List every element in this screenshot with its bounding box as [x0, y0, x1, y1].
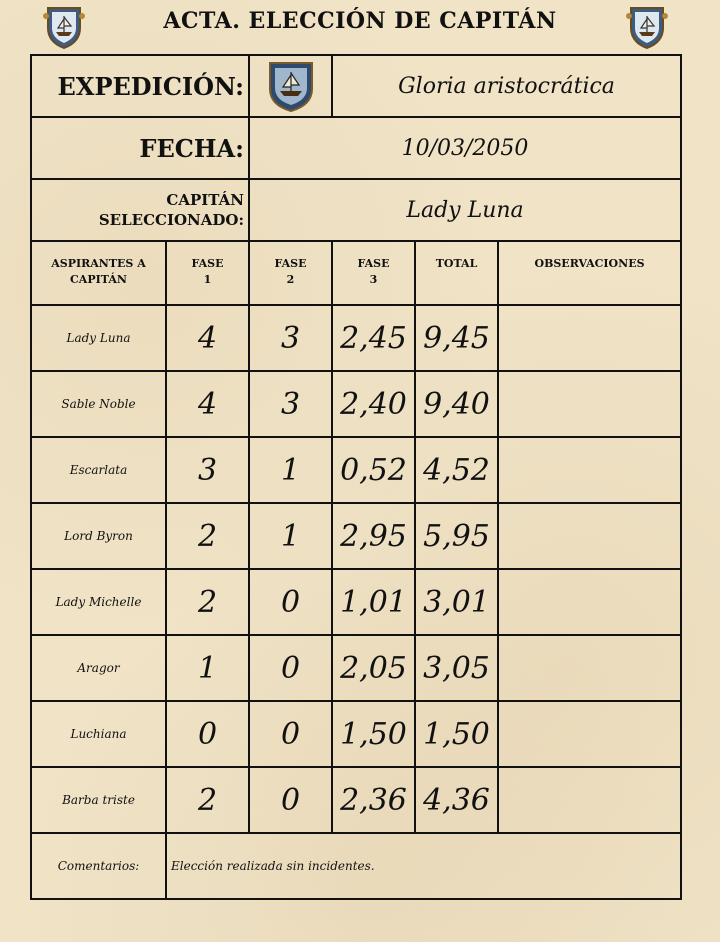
header-phase-1 [166, 241, 249, 305]
phase-2-score: 1 [249, 503, 332, 569]
phase-2-score: 0 [249, 635, 332, 701]
captain-row [31, 179, 681, 241]
phase-2-score: 0 [249, 701, 332, 767]
aspirant-name: Aragor [31, 635, 166, 701]
phase-3-score: 2,36 [332, 767, 415, 833]
comments-text: Elección realizada sin incidentes. [166, 833, 681, 899]
ship-crest-icon [42, 4, 86, 50]
aspirant-name: Lord Byron [31, 503, 166, 569]
phase-1-score: 1 [166, 635, 249, 701]
observations-cell [498, 371, 681, 437]
table-row [31, 503, 681, 569]
table-row [31, 635, 681, 701]
header-observations: OBSERVACIONES [498, 241, 681, 305]
comments-label: Comentarios: [31, 833, 166, 899]
header-phase-2-line1: FASE [274, 257, 307, 270]
phase-2-score: 3 [249, 371, 332, 437]
header-phase-2 [249, 241, 332, 305]
phase-2-score: 0 [249, 767, 332, 833]
header-total: TOTAL [415, 241, 498, 305]
table-row [31, 437, 681, 503]
ship-seal-icon [266, 59, 316, 113]
total-score: 9,40 [415, 371, 498, 437]
total-score: 9,45 [415, 305, 498, 371]
captain-label [31, 179, 249, 241]
expedition-label: EXPEDICIÓN: [31, 55, 249, 117]
date-row [31, 117, 681, 179]
phase-2-score: 3 [249, 305, 332, 371]
header-aspirants-line2: CAPITÁN [70, 273, 127, 286]
ship-crest-icon [625, 4, 669, 50]
observations-cell [498, 503, 681, 569]
header-phase-3 [332, 241, 415, 305]
phase-3-score: 1,01 [332, 569, 415, 635]
total-score: 1,50 [415, 701, 498, 767]
captain-label-line2: SELECCIONADO: [98, 211, 244, 229]
aspirant-name: Sable Noble [31, 371, 166, 437]
table-row [31, 701, 681, 767]
header-phase-1-line2: 1 [203, 273, 212, 286]
expedition-seal-cell [249, 55, 332, 117]
observations-cell [498, 635, 681, 701]
phase-3-score: 0,52 [332, 437, 415, 503]
observations-cell [498, 569, 681, 635]
phase-1-score: 2 [166, 569, 249, 635]
observations-cell [498, 437, 681, 503]
phase-1-score: 2 [166, 767, 249, 833]
phase-2-score: 1 [249, 437, 332, 503]
captain-value: Lady Luna [249, 179, 681, 241]
table-header-row [31, 241, 681, 305]
date-value: 10/03/2050 [249, 117, 681, 179]
page-title: ACTA. ELECCIÓN DE CAPITÁN [163, 8, 557, 34]
phase-1-score: 4 [166, 305, 249, 371]
header-phase-1-line1: FASE [191, 257, 224, 270]
phase-3-score: 2,95 [332, 503, 415, 569]
comments-row [31, 833, 681, 899]
captain-label-line1: CAPITÁN [166, 191, 244, 209]
observations-cell [498, 305, 681, 371]
total-score: 4,36 [415, 767, 498, 833]
aspirant-name: Escarlata [31, 437, 166, 503]
phase-1-score: 3 [166, 437, 249, 503]
phase-1-score: 0 [166, 701, 249, 767]
aspirant-name: Lady Michelle [31, 569, 166, 635]
observations-cell [498, 701, 681, 767]
phase-3-score: 2,05 [332, 635, 415, 701]
aspirant-name: Lady Luna [31, 305, 166, 371]
table-row [31, 767, 681, 833]
header-phase-3-line1: FASE [357, 257, 390, 270]
phase-3-score: 2,45 [332, 305, 415, 371]
header-phase-3-line2: 3 [369, 273, 378, 286]
expedition-row [31, 55, 681, 117]
table-row [31, 569, 681, 635]
header-aspirants-line1: ASPIRANTES A [51, 257, 146, 270]
expedition-value: Gloria aristocrática [332, 55, 681, 117]
phase-1-score: 2 [166, 503, 249, 569]
total-score: 4,52 [415, 437, 498, 503]
phase-3-score: 1,50 [332, 701, 415, 767]
header-aspirants [31, 241, 166, 305]
date-label: FECHA: [31, 117, 249, 179]
aspirant-name: Luchiana [31, 701, 166, 767]
aspirant-name: Barba triste [31, 767, 166, 833]
total-score: 5,95 [415, 503, 498, 569]
total-score: 3,05 [415, 635, 498, 701]
phase-3-score: 2,40 [332, 371, 415, 437]
header-phase-2-line2: 2 [286, 273, 295, 286]
total-score: 3,01 [415, 569, 498, 635]
table-row [31, 371, 681, 437]
election-sheet [30, 54, 682, 900]
phase-1-score: 4 [166, 371, 249, 437]
table-row [31, 305, 681, 371]
phase-2-score: 0 [249, 569, 332, 635]
observations-cell [498, 767, 681, 833]
